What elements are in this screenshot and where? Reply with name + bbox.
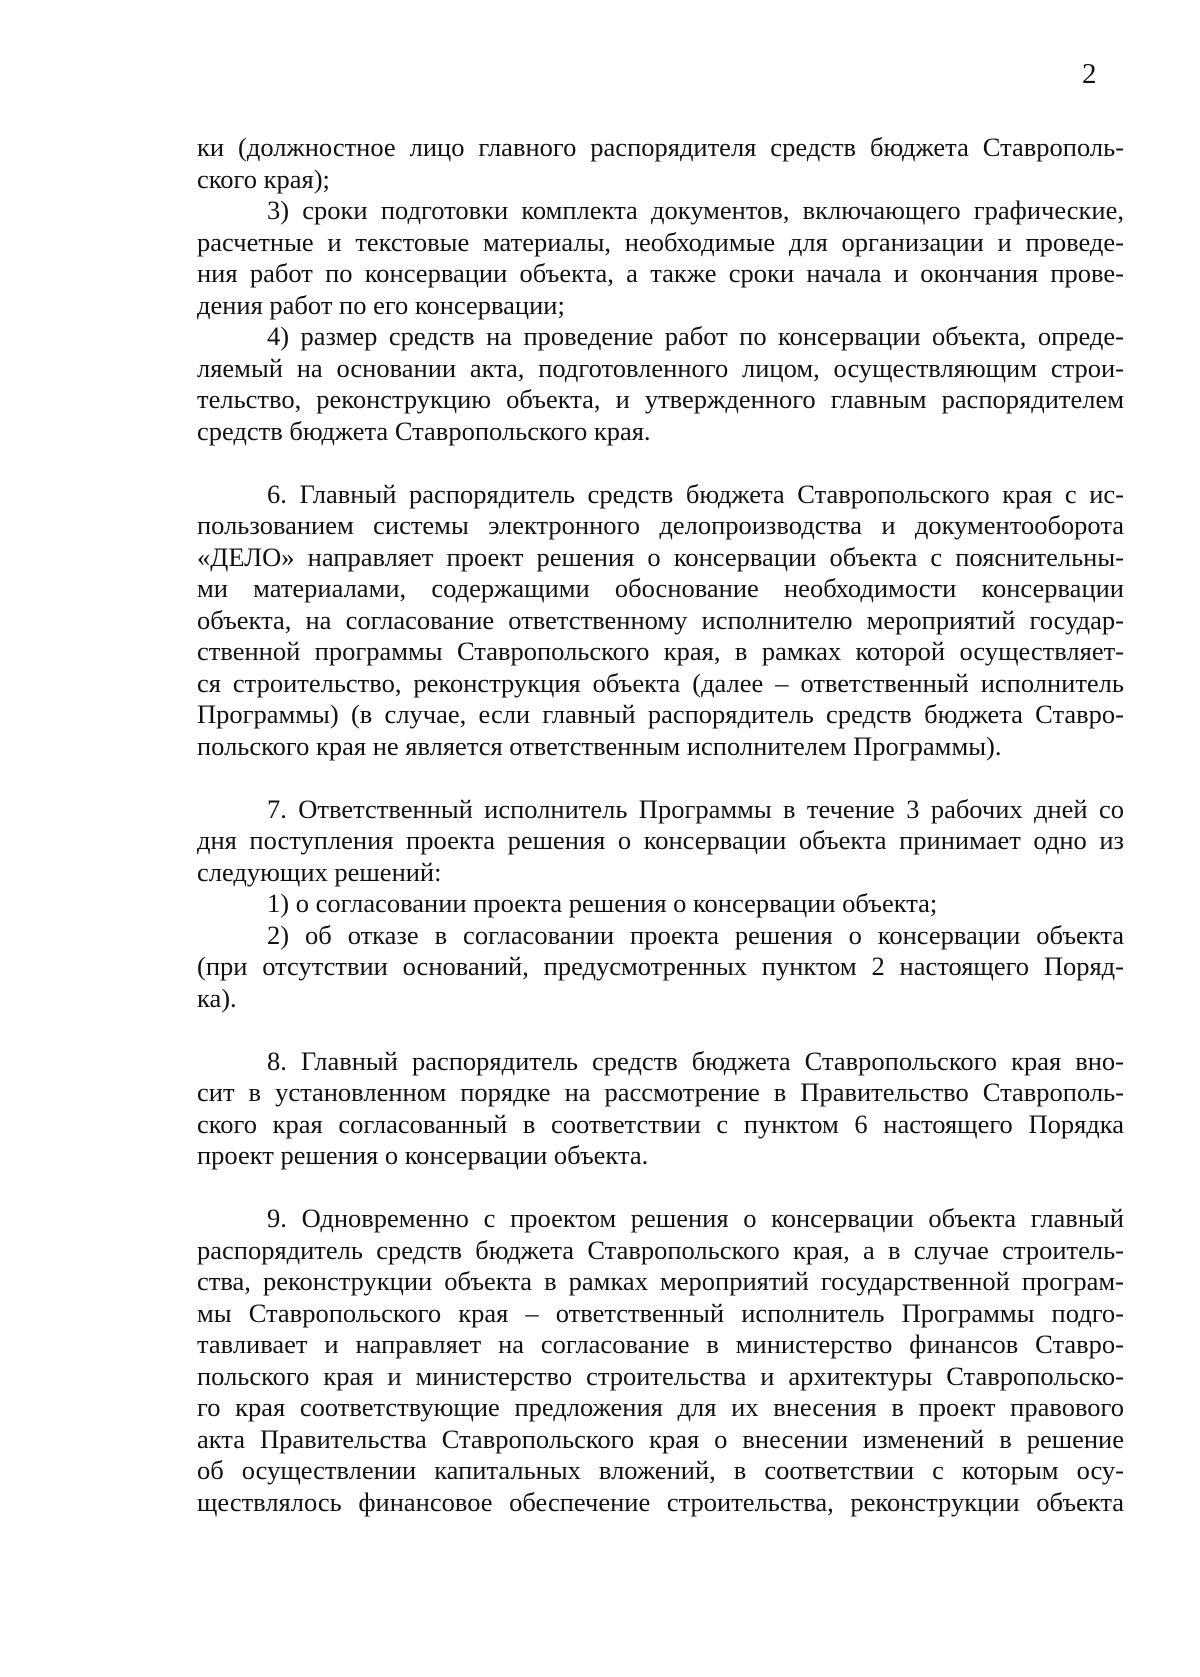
text-line: акта Правительства Ставропольского края о внесении изменений в решение: [197, 1423, 1124, 1454]
text-line: следующих решений:: [197, 856, 442, 887]
page-number: 2: [1082, 58, 1097, 90]
document-body: [197, 132, 1124, 1518]
text-line: объекта, на согласование ответственному исполнителю мероприятий государ-: [197, 604, 1124, 635]
text-line: 1) о согласовании проекта решения о консервации объекта;: [267, 888, 938, 918]
text-line: го края соответствующие предложения для их внесения в проект правового: [197, 1392, 1124, 1422]
text-line: ния работ по консервации объекта, а также сроки начала и окончания прове-: [197, 258, 1124, 288]
text-line: ка).: [197, 982, 237, 1013]
list-item-7-2: [197, 920, 1124, 1015]
text-line: (при отсутствии оснований, предусмотренных пунктом 2 настоящего Поряд-: [197, 951, 1124, 981]
text-line: 8. Главный распорядитель средств бюджета Ставропольского края вно-: [267, 1045, 1124, 1076]
text-line: расчетные и текстовые материалы, необходимые для организации и проведе-: [197, 226, 1124, 257]
text-line: проект решения о консервации объекта.: [197, 1140, 649, 1170]
text-line: ми материалами, содержащими обоснование необходимости консервации: [197, 573, 1124, 603]
text-line: 3) сроки подготовки комплекта документов, включающего графические,: [267, 195, 1124, 225]
text-line: польского края не является ответственным исполнителем Программы).: [197, 730, 1002, 761]
paragraph-7: [197, 794, 1124, 889]
text-line: 9. Одновременно с проектом решения о консервации объекта главный: [267, 1203, 1124, 1233]
text-line: ся строительство, реконструкция объекта (далее – ответственный исполнитель: [197, 667, 1124, 698]
paragraph-6: [197, 479, 1124, 763]
text-line: 6. Главный распорядитель средств бюджета Ставропольского края с ис-: [267, 478, 1124, 509]
paragraph-8: [197, 1046, 1124, 1172]
text-line: ственной программы Ставропольского края, в рамках которой осуществляет-: [197, 636, 1124, 666]
text-line: ляемый на основании акта, подготовленного лицом, осуществляющим строи-: [197, 352, 1124, 383]
list-item-4: [197, 321, 1124, 447]
text-line: тавливает и направляет на согласование в министерство финансов Ставро-: [197, 1329, 1124, 1359]
text-line: тельство, реконструкцию объекта, и утвержденного главным распорядителем: [197, 384, 1124, 414]
text-line: распорядитель средств бюджета Ставропольского края, а в случае строитель-: [197, 1234, 1124, 1265]
text-line: 2) об отказе в согласовании проекта решения о консервации объекта: [267, 919, 1124, 950]
text-line: мы Ставропольского края – ответственный исполнитель Программы подго-: [197, 1297, 1124, 1328]
text-line: ского края согласованный в соответствии с пунктом 6 настоящего Порядка: [197, 1108, 1124, 1139]
text-line: об осуществлении капитальных вложений, в соответствии с которым осу-: [197, 1455, 1124, 1485]
text-line: сит в установленном порядке на рассмотрение в Правительство Ставрополь-: [197, 1077, 1124, 1107]
text-line: ства, реконструкции объекта в рамках мероприятий государственной програм-: [197, 1266, 1124, 1296]
text-line: ского края);: [197, 163, 330, 194]
text-line: 4) размер средств на проведение работ по консервации объекта, опреде-: [267, 321, 1124, 351]
text-line: польского края и министерство строительства и архитектуры Ставропольско-: [197, 1360, 1124, 1391]
text-line: пользованием системы электронного делопроизводства и документооборота: [197, 510, 1124, 540]
text-line: Программы) (в случае, если главный распорядитель средств бюджета Ставро-: [197, 699, 1124, 729]
list-item-3: [197, 195, 1124, 321]
text-line: дения работ по его консервации;: [197, 289, 565, 320]
text-line: «ДЕЛО» направляет проект решения о консервации объекта с пояснительны-: [197, 541, 1124, 572]
paragraph-9: [197, 1203, 1124, 1518]
list-item-7-1: [197, 888, 1124, 920]
text-line: ществлялось финансовое обеспечение строительства, реконструкции объекта: [197, 1486, 1124, 1517]
text-line: ки (должностное лицо главного распорядителя средств бюджета Ставрополь-: [197, 132, 1124, 162]
paragraph-continuation: [197, 132, 1124, 195]
text-line: 7. Ответственный исполнитель Программы в течение 3 рабочих дней со: [267, 793, 1124, 824]
text-line: дня поступления проекта решения о консервации объекта принимает одно из: [197, 825, 1124, 855]
text-line: средств бюджета Ставропольского края.: [197, 415, 651, 446]
